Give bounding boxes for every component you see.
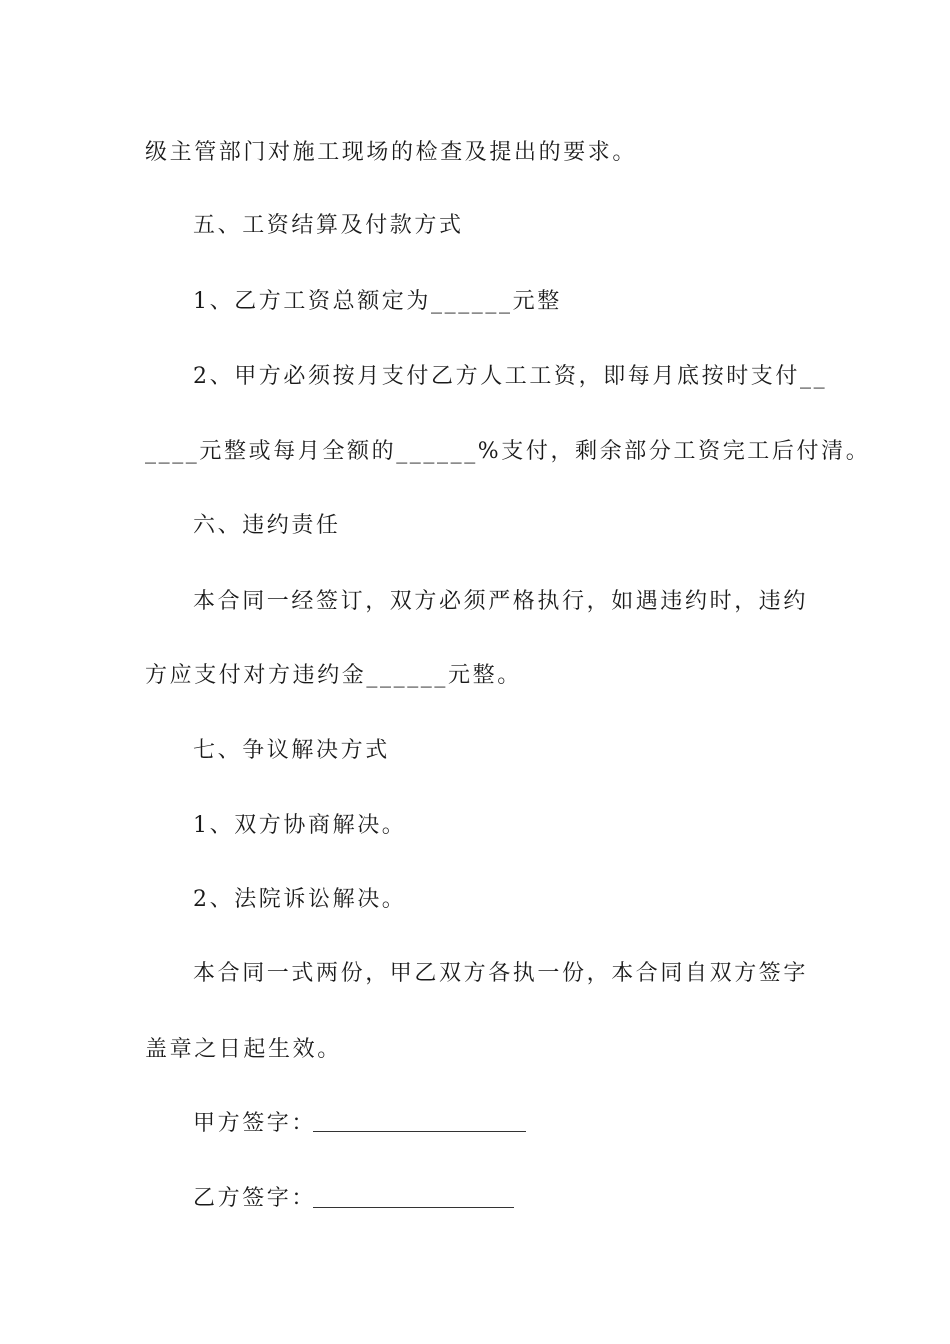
section-heading-breach-liability: 六、违约责任 <box>193 513 341 538</box>
clause-monthly-payment-line2: ____元整或每月全额的______%支付，剩余部分工资完工后付清。 <box>145 439 871 464</box>
party-a-signature-label: 甲方签字： <box>193 1111 317 1136</box>
clause-breach-line1: 本合同一经签订，双方必须严格执行，如遇违约时，违约 <box>193 589 809 614</box>
paragraph-continuation-requirements: 级主管部门对施工现场的检查及提出的要求。 <box>145 140 638 165</box>
section-heading-wage-settlement: 五、工资结算及付款方式 <box>193 213 464 238</box>
clause-breach-line2: 方应支付对方违约金______元整。 <box>145 663 522 688</box>
clause-total-wage: 1、乙方工资总额定为______元整 <box>193 289 562 314</box>
party-a-signature-line[interactable] <box>313 1131 526 1132</box>
clause-copies-line2: 盖章之日起生效。 <box>145 1037 342 1062</box>
party-b-signature-line[interactable] <box>313 1207 514 1208</box>
clause-negotiation: 1、双方协商解决。 <box>193 813 407 838</box>
clause-copies-line1: 本合同一式两份，甲乙双方各执一份，本合同自双方签字 <box>193 961 809 986</box>
section-heading-dispute-resolution: 七、争议解决方式 <box>193 738 390 763</box>
party-b-signature-label: 乙方签字： <box>193 1186 317 1211</box>
clause-litigation: 2、法院诉讼解决。 <box>193 887 407 912</box>
clause-monthly-payment-line1: 2、甲方必须按月支付乙方人工工资，即每月底按时支付__ <box>193 364 828 389</box>
